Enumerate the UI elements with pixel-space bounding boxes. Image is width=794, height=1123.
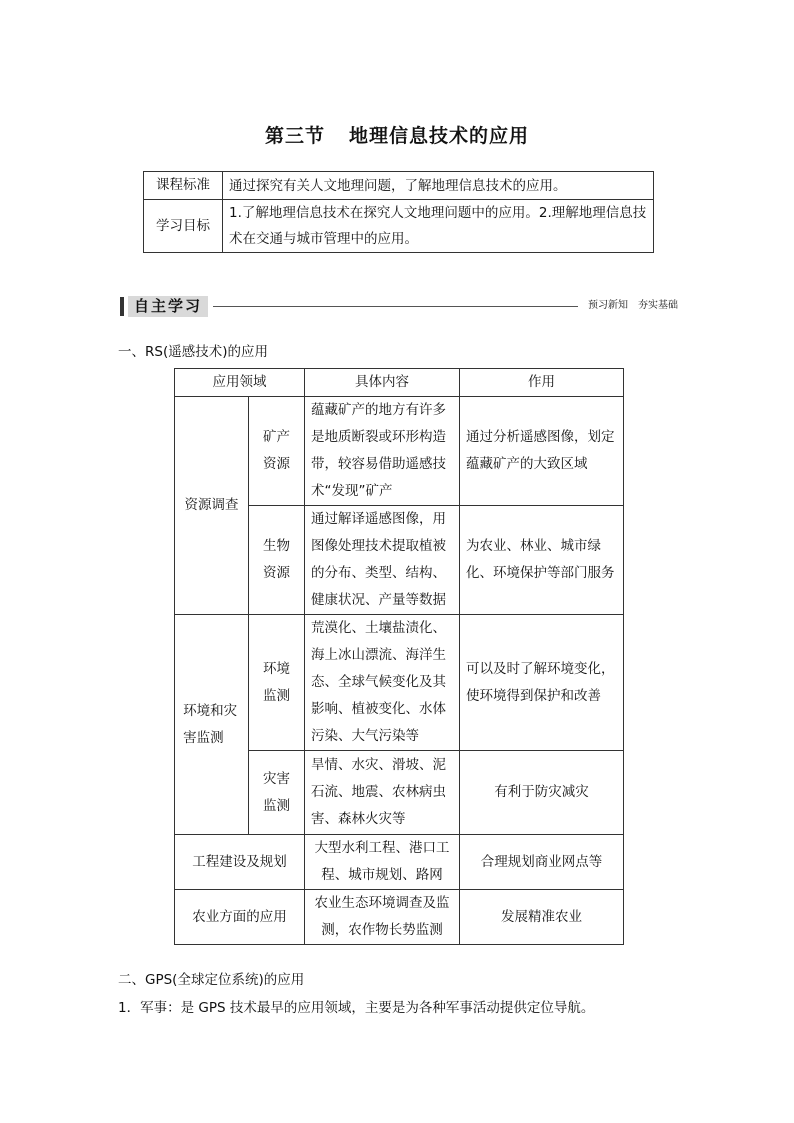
header-cell: 具体内容	[305, 369, 460, 397]
table-row	[175, 615, 624, 751]
field-cell: 农业方面的应用	[175, 890, 305, 945]
table-row	[175, 890, 624, 945]
content-cell: 大型水利工程、港口工程、城市规划、路网	[305, 835, 460, 890]
effect-cell: 为农业、林业、城市绿化、环境保护等部门服务	[460, 506, 624, 615]
content-cell: 旱情、水灾、滑坡、泥石流、地震、农林病虫害、森林火灾等	[305, 751, 460, 835]
objective-text: 通过探究有关人文地理问题，了解地理信息技术的应用。	[223, 172, 654, 200]
heading-gps: 二、GPS(全球定位系统)的应用	[118, 972, 305, 988]
objectives-row	[144, 200, 654, 253]
content-cell: 通过解译遥感图像，用图像处理技术提取植被的分布、类型、结构、健康状况、产量等数据	[305, 506, 460, 615]
section-subtitle: 预习新知 夯实基础	[588, 300, 678, 311]
page-title: 第三节 地理信息技术的应用	[264, 125, 530, 147]
section-divider	[213, 306, 578, 307]
sub-field-cell: 灾害监测	[249, 751, 305, 835]
objective-label: 学习目标	[144, 200, 223, 253]
group-cell: 环境和灾害监测	[175, 615, 249, 835]
sub-field-cell: 生物资源	[249, 506, 305, 615]
content-cell: 荒漠化、土壤盐渍化、海上冰山漂流、海洋生态、全球气候变化及其影响、植被变化、水体污染、大气污染等	[305, 615, 460, 751]
field-cell: 工程建设及规划	[175, 835, 305, 890]
group-cell: 资源调查	[175, 397, 249, 615]
paragraph-military: 1．军事：是 GPS 技术最早的应用领域，主要是为各种军事活动提供定位导航。	[118, 1000, 595, 1016]
objective-text: 1.了解地理信息技术在探究人文地理问题中的应用。2.理解地理信息技术在交通与城市管理中的应用。	[223, 200, 654, 253]
header-cell: 应用领域	[175, 369, 305, 397]
sub-field-cell: 环境监测	[249, 615, 305, 751]
effect-cell: 可以及时了解环境变化，使环境得到保护和改善	[460, 615, 624, 751]
section-marker	[120, 297, 124, 316]
section-label: 自主学习	[128, 296, 208, 317]
effect-cell: 合理规划商业网点等	[460, 835, 624, 890]
objective-label: 课程标准	[144, 172, 223, 200]
table-row	[175, 835, 624, 890]
sub-field-cell: 矿产资源	[249, 397, 305, 506]
objectives-table	[143, 171, 654, 253]
section-header	[120, 294, 678, 318]
content-cell: 蕴藏矿产的地方有许多是地质断裂或环形构造带，较容易借助遥感技术“发现”矿产	[305, 397, 460, 506]
effect-cell: 通过分析遥感图像，划定蕴藏矿产的大致区域	[460, 397, 624, 506]
effect-cell: 有利于防灾减灾	[460, 751, 624, 835]
header-cell: 作用	[460, 369, 624, 397]
table-header-row	[175, 369, 624, 397]
heading-rs: 一、RS(遥感技术)的应用	[118, 344, 268, 360]
effect-cell: 发展精准农业	[460, 890, 624, 945]
objectives-row	[144, 172, 654, 200]
rs-application-table	[174, 368, 624, 945]
content-cell: 农业生态环境调查及监测，农作物长势监测	[305, 890, 460, 945]
table-row	[175, 397, 624, 506]
